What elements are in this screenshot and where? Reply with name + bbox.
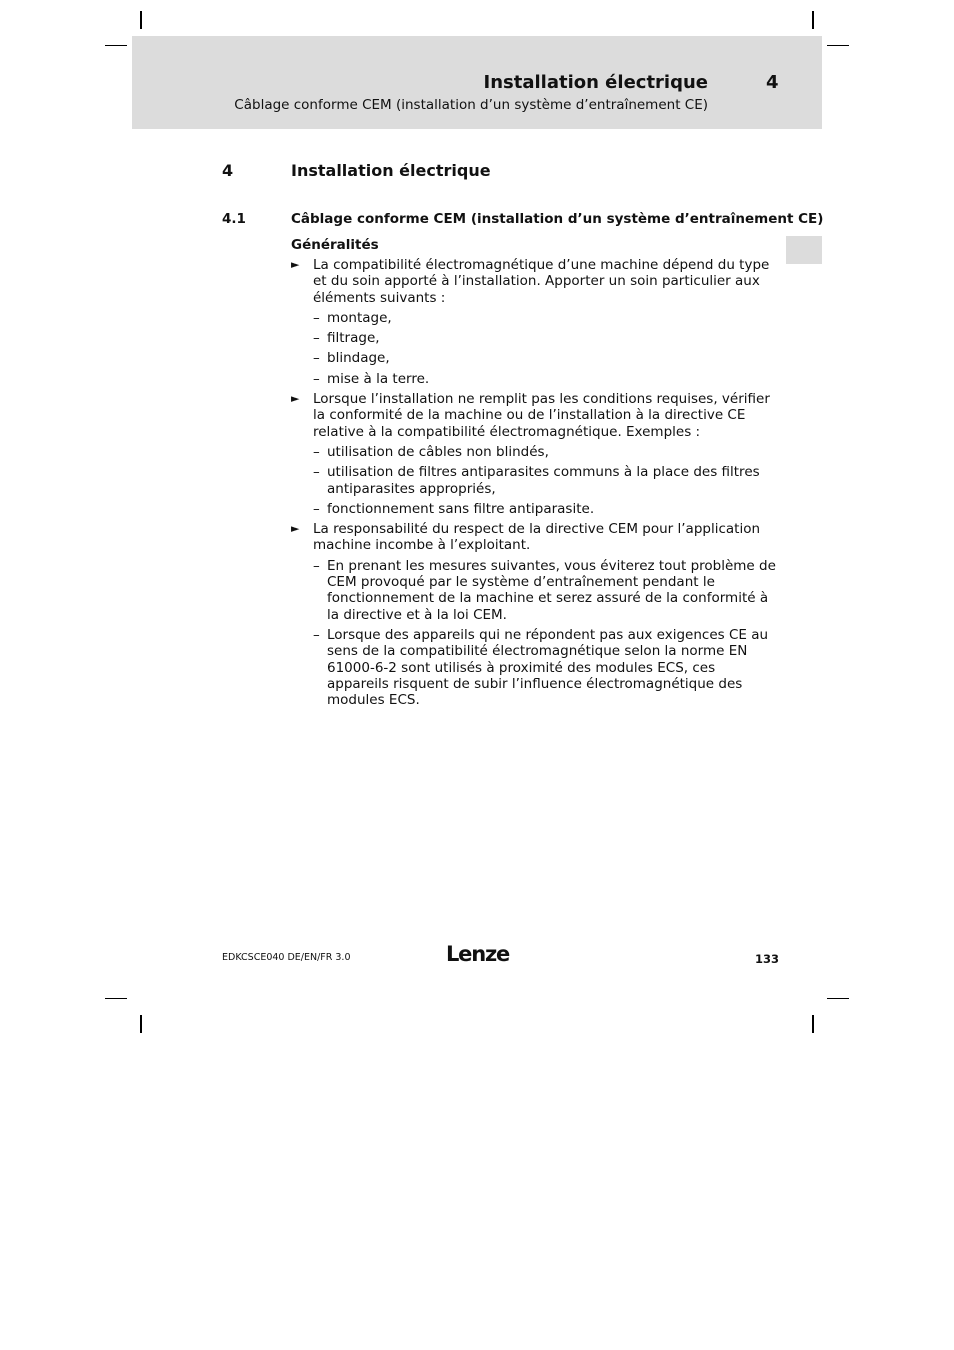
dash-icon: – [313, 370, 320, 387]
crop-mark-top-left-vertical [140, 11, 142, 29]
dash-item-text: En prenant les mesures suivantes, vous éviterez tout problème de CEM provoqué par le système d’entraînement pendant le fonctionnement de la machine et serez assuré de la conformité à la directive et à la loi CEM. [327, 557, 776, 623]
dash-item-text: blindage, [327, 350, 390, 367]
crop-mark-top-left-horizontal [105, 45, 127, 46]
dash-item [313, 444, 781, 460]
section-number: 4 [222, 161, 234, 180]
dash-icon: – [313, 626, 320, 643]
dash-item-text: fonctionnement sans filtre antiparasite. [327, 500, 595, 517]
section-title: Installation électrique [291, 161, 491, 180]
footer-page-number: 133 [755, 952, 780, 966]
dash-item-text: montage, [327, 309, 392, 326]
subsection-number: 4.1 [222, 211, 246, 227]
running-header-title: Installation électrique [483, 72, 708, 93]
bullet-text: La responsabilité du respect de la directive CEM pour l’application machine incombe à l’exploitant. [313, 521, 761, 554]
crop-mark-bottom-right-horizontal [827, 998, 849, 999]
dash-list [313, 310, 781, 387]
body-content [291, 257, 781, 712]
dash-icon: – [313, 350, 320, 367]
dash-item [313, 330, 781, 346]
triangle-bullet-icon: ► [291, 392, 300, 406]
dash-item [313, 310, 781, 326]
running-header-chapter-number: 4 [766, 72, 779, 93]
dash-icon: – [313, 309, 320, 326]
subsection-title: Câblage conforme CEM (installation d’un système d’entraînement CE) [291, 211, 824, 227]
bullet-text: La compatibilité électromagnétique d’une machine dépend du type et du soin apporté à l’installation. Apporter un soin particulier aux éléments suivants : [313, 257, 770, 306]
dash-item [313, 350, 781, 366]
crop-mark-top-right-vertical [812, 11, 814, 29]
crop-mark-bottom-left-vertical [140, 1015, 142, 1033]
footer-document-id: EDKCSCE040 DE/EN/FR 3.0 [222, 952, 351, 963]
triangle-bullet-icon: ► [291, 522, 300, 536]
bullet-text: Lorsque l’installation ne remplit pas les conditions requises, vérifier la conformité de la machine ou de l’installation à la directive CE relative à la compatibilité électromagnétique. Exemples : [313, 391, 770, 440]
dash-icon: – [313, 500, 320, 517]
dash-item [313, 371, 781, 387]
bullet-item [291, 521, 781, 708]
crop-mark-bottom-right-vertical [812, 1015, 814, 1033]
running-header-band [132, 36, 822, 129]
dash-icon: – [313, 557, 320, 574]
lenze-logo: Lenze [446, 942, 510, 966]
dash-item-text: filtrage, [327, 330, 380, 347]
chapter-thumb-tab [786, 236, 822, 264]
dash-item [313, 627, 781, 708]
dash-icon: – [313, 330, 320, 347]
dash-item-text: Lorsque des appareils qui ne répondent pas aux exigences CE au sens de la compatibilité électromagnétique selon la norme EN 61000-6-2 sont utilisés à proximité des modules ECS, ces appareils risquent de subir l’influence électromagnétique des modules ECS. [327, 626, 769, 709]
generalites-heading: Généralités [291, 237, 379, 253]
dash-item-text: utilisation de filtres antiparasites communs à la place des filtres antiparasites appropriés, [327, 464, 760, 497]
dash-icon: – [313, 464, 320, 481]
dash-list [313, 558, 781, 709]
dash-list [313, 444, 781, 517]
bullet-item [291, 391, 781, 517]
triangle-bullet-icon: ► [291, 258, 300, 271]
dash-icon: – [313, 443, 320, 460]
dash-item [313, 464, 781, 497]
dash-item-text: mise à la terre. [327, 370, 430, 387]
crop-mark-bottom-left-horizontal [105, 998, 127, 999]
dash-item [313, 501, 781, 517]
running-header-subtitle: Câblage conforme CEM (installation d’un système d’entraînement CE) [234, 97, 708, 113]
crop-mark-top-right-horizontal [827, 45, 849, 46]
bullet-item [291, 257, 781, 387]
dash-item [313, 558, 781, 623]
dash-item-text: utilisation de câbles non blindés, [327, 443, 549, 460]
